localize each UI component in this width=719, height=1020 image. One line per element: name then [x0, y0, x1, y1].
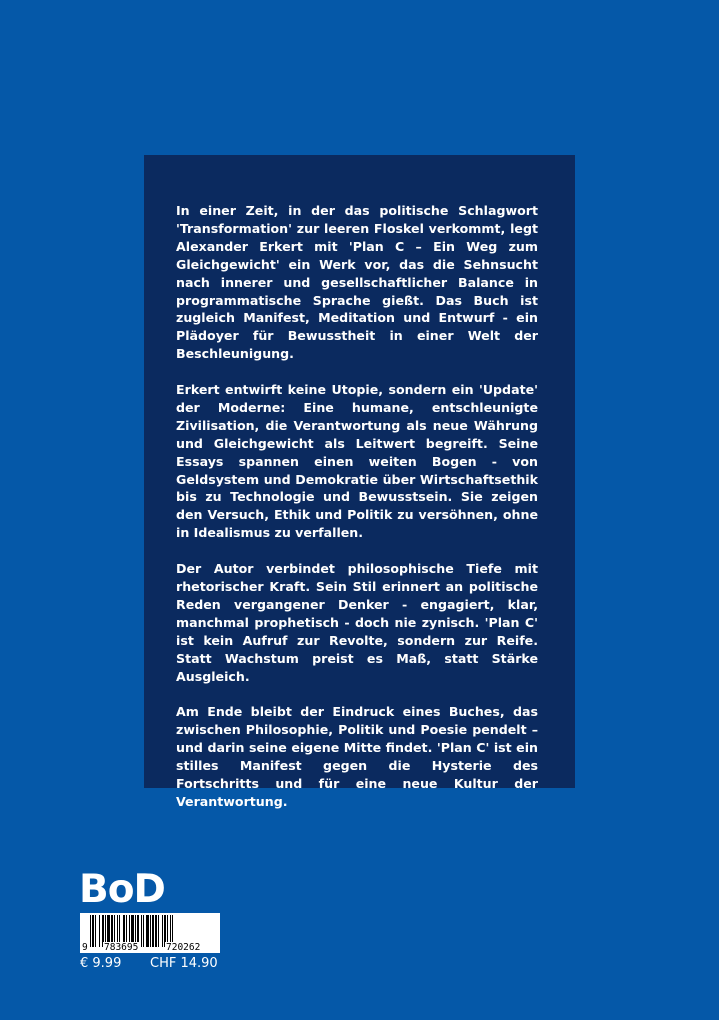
isbn-right-group: 720262 [166, 942, 201, 953]
isbn-first-digit: 9 [82, 942, 88, 953]
blurb-paragraph-1: In einer Zeit, in der das politische Schlagwort 'Transformation' zur leeren Floskel verkommt, legt Alexander Erkert mit 'Plan C – Ein Weg zum Gleichgewicht' ein Werk vor, das die Sehnsucht nach innerer und gesellschaftlicher Balance in programmatische Sprache gießt. Das Buch ist zugleich Manifest, Meditation und Entwurf - ein Plädoyer für Bewusstheit in einer Welt der Beschleunigung. [176, 203, 538, 362]
isbn-barcode [80, 913, 220, 953]
publisher-logo: BoD [79, 867, 165, 912]
blurb-panel [144, 155, 575, 809]
price-eur: € 9.99 [80, 956, 122, 971]
blurb-paragraph-4: Am Ende bleibt der Eindruck eines Buches, das zwischen Philosophie, Politik und Poesie pendelt – und darin seine eigene Mitte findet. 'Plan C' ist ein stilles Manifest gegen die Hysterie des Fortschritts und für eine neue Kultur der Verantwortung. [176, 704, 538, 809]
isbn-digits [80, 942, 220, 953]
blurb-paragraph-2: Erkert entwirft keine Utopie, sondern ein 'Update' der Moderne: Eine humane, entschleunigte Zivilisation, die Verantwortung als neue Währung und Gleichgewicht als Leitwert begreift. Seine Essays spannen einen weiten Bogen - von Geldsystem und Demokratie über Wirtschaftsethik bis zu Technologie und Bewusstsein. Sie zeigen den Versuch, Ethik und Politik zu versöhnen, ohne in Idealismus zu verfallen. [176, 382, 538, 541]
price-chf: CHF 14.90 [150, 956, 218, 971]
blurb-paragraph-3: Der Autor verbindet philosophische Tiefe mit rhetorischer Kraft. Sein Stil erinnert an politische Reden vergangener Denker - engagiert, klar, manchmal prophetisch - doch nie zynisch. 'Plan C' ist kein Aufruf zur Revolte, sondern zur Reife. Statt Wachstum preist es Maß, statt Stärke Ausgleich. [176, 561, 538, 684]
isbn-left-group: 783695 [104, 942, 139, 953]
blurb-text [176, 202, 538, 811]
